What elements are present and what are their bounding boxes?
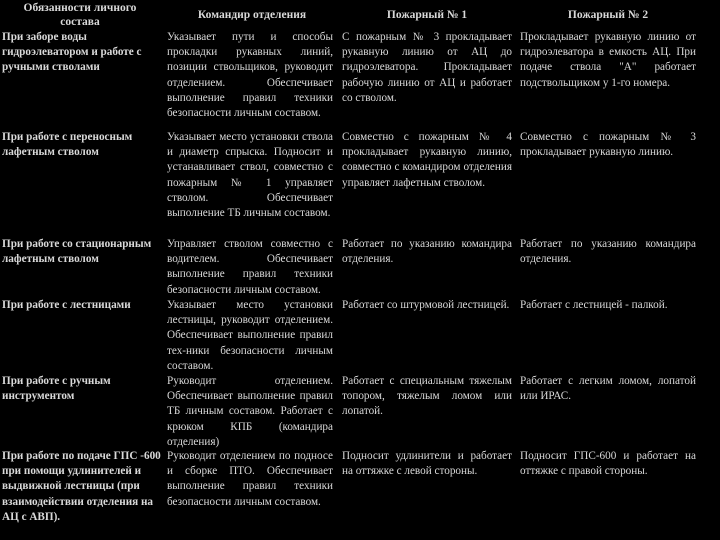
row-duty: При работе со стационарным лафетным стволом: [2, 238, 152, 266]
row-fireman-2: Прокладывает рукавную линию от гидроэлеватора в емкость АЦ. При подаче ствола "А" работает подствольщиком у 1-го номера.: [520, 31, 696, 89]
row-fireman-1: Работает с специальным тяжелым топором, тяжелым ломом или лопатой.: [342, 375, 512, 418]
row-duty: При работе с переносным лафетным стволом: [2, 131, 133, 159]
row-fireman-1: С пожарным № 3 прокладывает рукавную линию от АЦ до гидроэлеватора. Прокладывает рабочую линию от АЦ и работает со стволом.: [342, 31, 512, 104]
row-fireman-2: Работает с легким ломом, лопатой или ИРАС.: [520, 375, 696, 403]
row-commander: Указывает место установки ствола и диаметр спрыска. Подносит и устанавливает ствол, совместно с пожарным № 1 управляет стволом. Обеспечивает выполнение ТБ личным составом.: [167, 131, 333, 220]
header-commander: Командир отделения: [197, 9, 307, 21]
row-commander: Указывает пути и способы прокладки рукавных линий, позиции ствольщиков, руководит отделением. Обеспечивает выполнение правил техники безопасности личным составом.: [167, 31, 333, 120]
row-duty: При работе с лестницами: [2, 299, 131, 311]
row-fireman-1: Подносит удлинители и работает на оттяжке с левой стороны.: [342, 450, 512, 478]
row-commander: Управляет стволом совместно с водителем. Обеспечивает выполнение правил техники безопасности личным составом.: [167, 238, 333, 296]
row-commander: Руководит отделением по подносе и сборке ПТО. Обеспечивает выполнение правил техники безопасности личным составом.: [167, 450, 333, 508]
row-duty: При работе по подаче ГПС -600 при помощи удлинителей и выдвижной лестницы (при взаимодействии отделения на АЦ с АВП).: [2, 450, 161, 523]
row-duty: При заборе воды гидроэлеватором и работе с ручными стволами: [2, 31, 142, 74]
header-fireman-2: Пожарный № 2: [567, 9, 649, 21]
row-fireman-2: Работает по указанию командира отделения.: [520, 238, 696, 266]
row-fireman-1: Работает по указанию командира отделения.: [342, 238, 512, 266]
row-commander: Указывает место установки лестницы, руководит отделением. Обеспечивает выполнение правил тех-ники безопасности личным составом.: [167, 299, 333, 372]
header-fireman-1: Пожарный № 1: [386, 9, 468, 21]
row-fireman-2: Совместно с пожарным № 3 прокладывает рукавную линию.: [520, 131, 696, 159]
header-duties: Обязанности личного состава: [23, 2, 137, 28]
row-commander: Руководит отделением. Обеспечивает выполнение правил ТБ личным составом. Работает с крюком КПБ (командира отделения): [167, 375, 333, 448]
row-fireman-1: Совместно с пожарным № 4 прокладывает рукавную линию, совместно с командиром отделения управляет лафетным стволом.: [342, 131, 512, 189]
row-fireman-2: Подносит ГПС-600 и работает на оттяжке с правой стороны.: [520, 450, 696, 478]
row-fireman-1: Работает со штурмовой лестницей.: [342, 299, 510, 311]
row-duty: При работе с ручным инструментом: [2, 375, 111, 403]
row-fireman-2: Работает с лестницей - палкой.: [520, 299, 668, 311]
